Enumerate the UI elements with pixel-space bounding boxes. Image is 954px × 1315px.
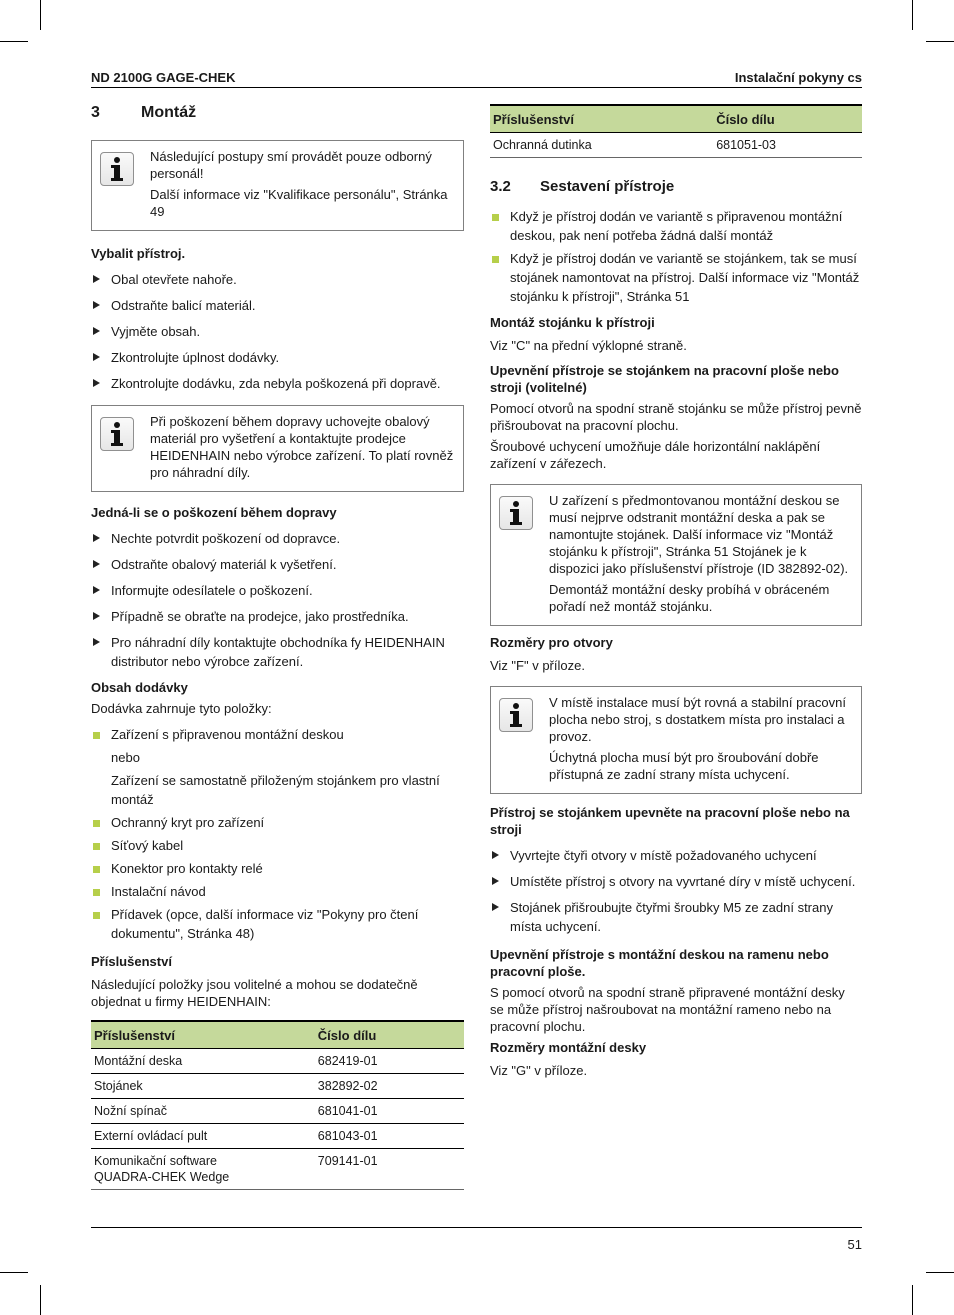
subheading: Vybalit přístroj. [91, 246, 186, 261]
info-icon [499, 698, 533, 732]
list-item: Instalační návod [91, 882, 464, 901]
step-list [490, 846, 862, 936]
table-cell: 709141-01 [315, 1149, 464, 1190]
crop-mark [0, 1272, 28, 1273]
table-row [91, 1124, 464, 1149]
right-column [490, 104, 862, 1083]
table-cell: Externí ovládací pult [91, 1124, 315, 1149]
table-cell: Stojánek [91, 1074, 315, 1099]
section-title: Sestavení přístroje [540, 178, 675, 195]
list-item: Odstraňte balicí materiál. [91, 296, 464, 315]
list-item: Přídavek (opce, další informace viz "Pokyny pro čtení dokumentu", Stránka 48) [91, 905, 464, 943]
info-note [91, 140, 464, 231]
info-text: Další informace viz "Kvalifikace personálu", Stránka 49 [150, 187, 448, 219]
table-row [490, 133, 862, 158]
list-item: Informujte odesílatele o poškození. [91, 581, 464, 600]
info-icon [499, 496, 533, 530]
section-heading [490, 178, 862, 195]
subheading: Rozměry montážní desky [490, 1040, 647, 1055]
paragraph: Viz "F" v příloze. [490, 658, 585, 673]
list-item: Případně se obraťte na prodejce, jako prostředníka. [91, 607, 464, 626]
crop-mark [926, 41, 954, 42]
list-item: Pro náhradní díly kontaktujte obchodníka fy HEIDENHAIN distributor nebo výrobce zařízení. [91, 633, 464, 671]
info-note [91, 405, 464, 492]
table-header: Příslušenství [490, 105, 713, 133]
table-cell: 681043-01 [315, 1124, 464, 1149]
crop-mark [926, 1272, 954, 1273]
subheading: Upevnění přístroje s montážní deskou na ramenu nebo pracovní ploše. [490, 947, 829, 979]
list-item-text: nebo [111, 750, 140, 765]
list-item: Nechte potvrdit poškození od dopravce. [91, 529, 464, 548]
info-text: Úchytná plocha musí být pro šroubování dobře přístupná ze zadní strany místa uchycení. [549, 750, 819, 782]
subheading: Příslušenství [91, 954, 172, 969]
list-item: Ochranný kryt pro zařízení [91, 813, 464, 832]
table-row [91, 1049, 464, 1074]
info-text: V místě instalace musí být rovná a stabilní pracovní plocha nebo stroj, s dostatkem místa pro instalaci a provoz. [549, 695, 846, 744]
table-row [91, 1074, 464, 1099]
section-number: 3 [91, 104, 100, 121]
paragraph: Pomocí otvorů na spodní straně stojánku se může přístroj pevně přišroubovat na pracovní plochu. [490, 401, 862, 433]
list-item: Obal otevřete nahoře. [91, 270, 464, 289]
table-cell: 681041-01 [315, 1099, 464, 1124]
subheading: Rozměry pro otvory [490, 635, 613, 650]
list-item: Vyvrtejte čtyři otvory v místě požadovaného uchycení [490, 846, 862, 865]
table-header: Příslušenství [91, 1021, 315, 1049]
contents-list [91, 725, 464, 943]
info-text: U zařízení s předmontovanou montážní deskou se musí nejprve odstranit montážní deska a pak se namontujte stojánek. Další informace viz "Montáž stojánku k přístroji", Stránka 51 Stojánek je k dispozici jako příslušenství přístroje (ID 382892-02). [549, 493, 849, 576]
table-row [91, 1149, 464, 1190]
page-header [91, 68, 862, 88]
subheading: Jedná-li se o poškození během dopravy [91, 505, 337, 520]
paragraph: S pomocí otvorů na spodní straně připravené montážní desky se může přístroj našroubovat na montážní rameno nebo na pracovní plochu. [490, 985, 845, 1034]
info-icon [100, 152, 134, 186]
info-note [490, 686, 862, 794]
list-item: Zkontrolujte dodávku, zda nebyla poškozená při dopravě. [91, 374, 464, 393]
list-item-text: Zařízení se samostatně přiloženým stojánkem pro vlastní montáž [111, 773, 440, 807]
table-cell: 382892-02 [315, 1074, 464, 1099]
paragraph: Následující položky jsou volitelné a mohou se dodatečně objednat u firmy HEIDENHAIN: [91, 977, 418, 1009]
list-item: Síťový kabel [91, 836, 464, 855]
paragraph: Viz "G" v příloze. [490, 1063, 588, 1078]
crop-mark [912, 1285, 913, 1315]
info-note [490, 484, 862, 626]
accessories-table [91, 1020, 464, 1190]
paragraph: Viz "C" na přední výklopné straně. [490, 338, 687, 353]
step-list [91, 270, 464, 393]
paragraph: Dodávka zahrnuje tyto položky: [91, 701, 272, 716]
subheading: Obsah dodávky [91, 680, 188, 695]
table-header: Číslo dílu [315, 1021, 464, 1049]
crop-mark [912, 0, 913, 30]
subheading: Přístroj se stojánkem upevněte na pracovní ploše nebo na stroji [490, 805, 850, 837]
table-header: Číslo dílu [713, 105, 862, 133]
list-item: Zkontrolujte úplnost dodávky. [91, 348, 464, 367]
info-text: Při poškození během dopravy uchovejte obalový materiál pro vyšetření a kontaktujte prodejce HEIDENHAIN nebo výrobce zařízení. To platí rovněž pro náhradní díly. [150, 414, 454, 480]
page-number: 51 [847, 1237, 862, 1252]
crop-mark [40, 0, 41, 30]
section-number: 3.2 [490, 178, 511, 195]
step-list [91, 529, 464, 671]
crop-mark [40, 1285, 41, 1315]
assembly-list [490, 207, 862, 306]
table-cell: Ochranná dutinka [490, 133, 713, 158]
info-text: Demontáž montážní desky probíhá v obráceném pořadí než montáž stojánku. [549, 582, 830, 614]
table-row [91, 1099, 464, 1124]
info-icon [100, 417, 134, 451]
page-footer [91, 1227, 862, 1252]
table-cell: 681051-03 [713, 133, 862, 158]
section-heading [91, 104, 464, 128]
list-item: Stojánek přišroubujte čtyřmi šroubky M5 ze zadní strany místa uchycení. [490, 898, 862, 936]
document-section-label: Instalační pokyny cs [734, 70, 862, 85]
list-item [91, 725, 464, 809]
table-cell: 682419-01 [315, 1049, 464, 1074]
subheading: Upevnění přístroje se stojánkem na pracovní ploše nebo stroji (volitelné) [490, 363, 839, 395]
list-item: Odstraňte obalový materiál k vyšetření. [91, 555, 464, 574]
crop-mark [0, 41, 28, 42]
document-title: ND 2100G GAGE-CHEK [91, 70, 236, 85]
list-item: Konektor pro kontakty relé [91, 859, 464, 878]
list-item: Vyjměte obsah. [91, 322, 464, 341]
table-cell: Montážní deska [91, 1049, 315, 1074]
list-item: Když je přístroj dodán ve variantě s připravenou montážní deskou, pak není potřeba žádná další montáž [490, 207, 862, 245]
info-text: Následující postupy smí provádět pouze odborný personál! [150, 149, 432, 181]
table-cell: Komunikační software QUADRA-CHEK Wedge [91, 1149, 315, 1190]
paragraph: Šroubové uchycení umožňuje dále horizontální naklápění zařízení v zářezech. [490, 439, 821, 471]
list-item-text: Zařízení s připravenou montážní deskou [111, 727, 344, 742]
list-item: Umístěte přístroj s otvory na vyvrtané díry v místě uchycení. [490, 872, 862, 891]
left-column [91, 104, 464, 1190]
list-item: Když je přístroj dodán ve variantě se stojánkem, tak se musí stojánek namontovat na přístroj. Další informace viz "Montáž stojánku k přístroji", Stránka 51 [490, 249, 862, 306]
table-cell: Nožní spínač [91, 1099, 315, 1124]
accessories-table-continued [490, 104, 862, 158]
subheading: Montáž stojánku k přístroji [490, 315, 655, 330]
section-title: Montáž [141, 104, 197, 121]
